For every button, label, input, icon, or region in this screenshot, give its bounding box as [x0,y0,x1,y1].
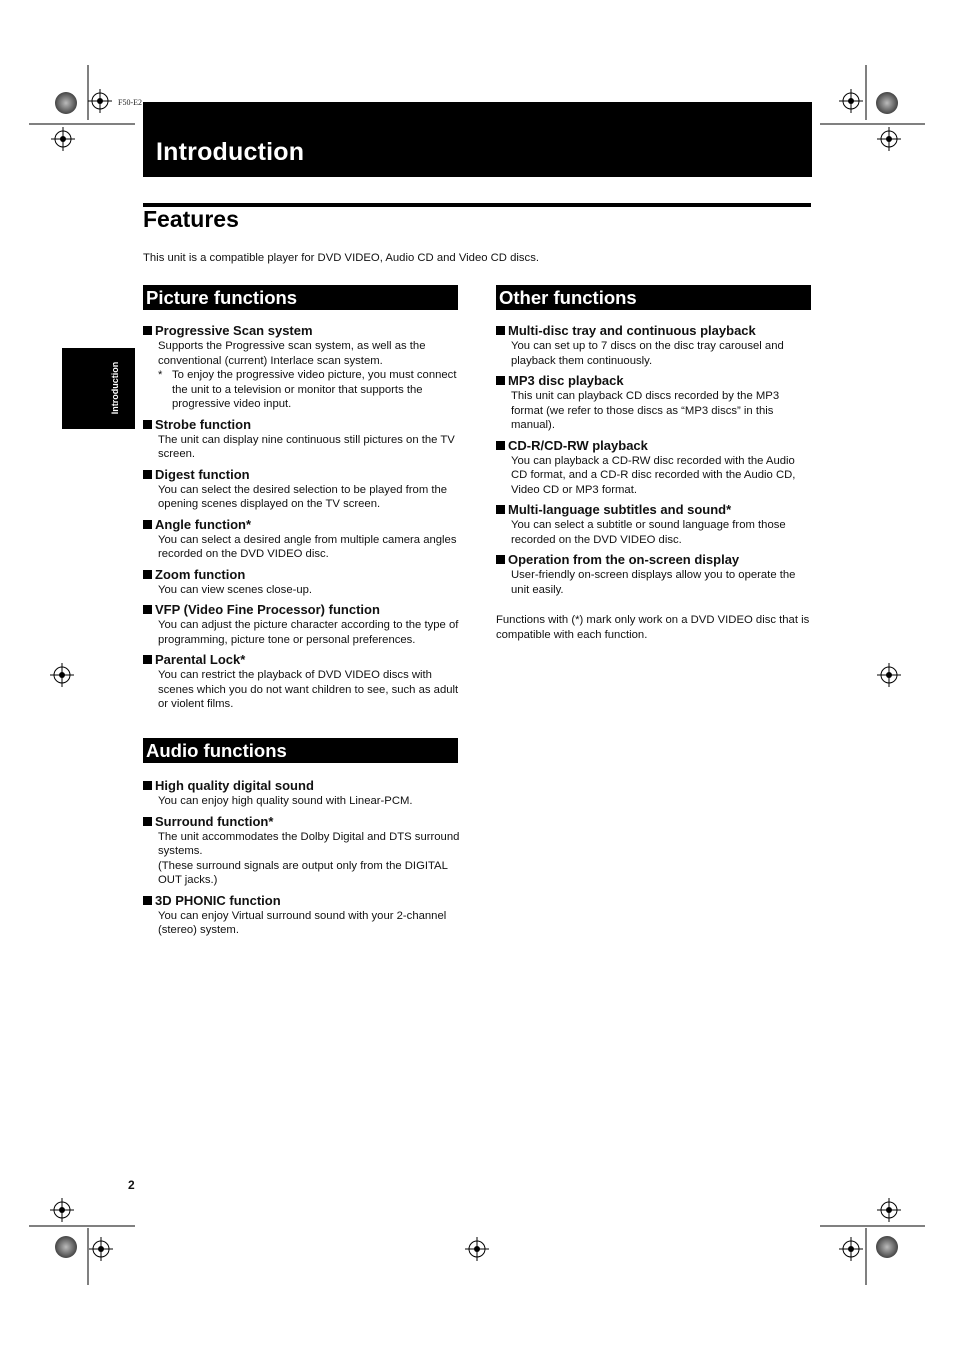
square-bullet-icon [143,655,152,664]
feature-description [143,830,461,888]
feature-item [143,567,461,598]
color-target-icon [55,1236,77,1258]
feature-description-text: You can select a desired angle from multiple camera angles recorded on the DVD VIDEO disc. [158,533,457,560]
feature-description-text: This unit can playback CD discs recorded by the MP3 format (we refer to those discs as “MP3 discs” in this manual). [511,390,780,431]
square-bullet-icon [496,505,505,514]
feature-item [496,373,814,433]
feature-description-text: You can adjust the picture character according to the type of programming, picture tone or personal preferences. [158,619,459,646]
footnote-mark: * [158,369,163,381]
registration-mark-icon [877,663,901,687]
feature-title-text: Parental Lock* [155,652,246,667]
feature-title [143,323,461,339]
footnote-text: To enjoy the progressive video picture, you must connect the unit to a television or monitor that supports the progressive video input. [172,369,457,410]
feature-description-text: User-friendly on-screen displays allow you to operate the unit easily. [511,569,796,596]
divider [143,203,811,207]
color-target-icon [55,92,77,114]
feature-title-text: Angle function* [155,516,252,532]
feature-item [143,417,461,462]
feature-title-text: Operation from the on-screen display [508,552,740,567]
square-bullet-icon [143,470,152,479]
feature-description [143,909,461,938]
side-tab-label: Introduction [110,361,120,415]
feature-title-text: Multi-disc tray and continuous playback [508,323,756,338]
square-bullet-icon [496,441,505,450]
feature-description-text: You can set up to 7 discs on the disc tray carousel and playback them continuously. [511,340,784,367]
feature-title-text: High quality digital sound [155,778,314,793]
side-tab [62,348,135,429]
feature-title-text: Strobe function [155,416,252,432]
feature-description [496,339,814,368]
feature-item [143,517,461,562]
feature-title-text: Digest function [155,466,250,482]
feature-description [143,583,461,598]
chapter-title: Introduction [156,138,305,166]
feature-description [143,433,461,462]
feature-description-text: You can restrict the playback of DVD VIDEO discs with scenes which you do not want children to see, such as adult or violent films. [158,669,459,710]
feature-item [143,652,461,712]
audio-functions-list [143,778,461,943]
square-bullet-icon [143,420,152,429]
feature-description [143,339,461,412]
feature-description-text: The unit can display nine continuous still pictures on the TV screen. [158,433,455,460]
registration-mark-icon [465,1237,489,1261]
feature-description [143,618,461,647]
feature-title-text: Zoom function [155,566,246,582]
feature-description [143,668,461,712]
feature-item [496,502,814,547]
feature-description [496,518,814,547]
feature-title [143,652,461,668]
registration-mark-icon [50,663,74,687]
feature-title [496,552,814,568]
feature-title [143,417,461,433]
feature-title [143,467,461,483]
feature-title [143,778,461,794]
feature-title-text: MP3 disc playback [508,373,624,388]
feature-description-text: Supports the Progressive scan system, as well as the conventional (current) Interlace scan system. [158,340,426,367]
feature-description-text: (These surround signals are output only from the DIGITAL OUT jacks.) [158,859,448,886]
square-bullet-icon [143,896,152,905]
feature-item [496,323,814,368]
registration-mark-icon [877,1198,901,1222]
registration-mark-icon [89,1237,113,1261]
feature-description [496,454,814,498]
other-functions-items [496,323,814,597]
feature-description-text: You can enjoy Virtual surround sound with your 2-channel (stereo) system. [158,909,447,936]
feature-description [143,794,461,809]
feature-item [143,778,461,809]
square-bullet-icon [496,326,505,335]
feature-item [143,814,461,888]
feature-title-text: Multi-language subtitles and sound* [508,502,732,517]
feature-item [496,552,814,597]
feature-title-text: Surround function* [155,813,274,829]
feature-description-text: You can playback a CD-RW disc recorded with the Audio CD format, and a CD-R disc recorded with the Audio CD, Video CD or MP3 format. [511,454,796,496]
feature-title [143,814,461,830]
square-bullet-icon [496,555,505,564]
feature-item [143,323,461,412]
feature-title-text: CD-R/CD-RW playback [508,437,648,453]
registration-mark-icon [839,1237,863,1261]
feature-title [143,602,461,618]
registration-mark-icon [51,127,75,151]
section-heading-picture: Picture functions [143,285,458,310]
feature-title-text: Progressive Scan system [155,323,313,338]
registration-mark-icon [88,89,112,113]
registration-mark-icon [839,89,863,113]
feature-title-text: VFP (Video Fine Processor) function [155,602,380,617]
feature-item [143,602,461,647]
square-bullet-icon [143,326,152,335]
section-heading-audio: Audio functions [143,738,458,763]
feature-description [496,389,814,433]
feature-item [143,893,461,938]
intro-paragraph: This unit is a compatible player for DVD VIDEO, Audio CD and Video CD discs. [143,252,539,264]
page-number: 2 [128,1178,135,1192]
square-bullet-icon [143,605,152,614]
feature-title [143,517,461,533]
feature-title [496,323,814,339]
other-functions-list [496,323,814,642]
feature-description-text: You can select the desired selection to be played from the opening scenes displayed on the TV screen. [158,483,448,510]
feature-title [496,502,814,518]
registration-mark-icon [877,127,901,151]
feature-description [143,483,461,512]
feature-title-text: 3D PHONIC function [155,892,281,908]
feature-description-text: You can view scenes close-up. [158,583,313,596]
square-bullet-icon [143,520,152,529]
square-bullet-icon [143,817,152,826]
footnote [158,368,461,412]
feature-description-text: You can select a subtitle or sound language from those recorded on the DVD VIDEO disc. [511,519,786,546]
feature-title [143,893,461,909]
chapter-header [143,102,812,177]
picture-functions-list [143,323,461,717]
feature-description [143,533,461,562]
feature-title [496,373,814,389]
feature-title [496,438,814,454]
registration-mark-icon [50,1198,74,1222]
feature-description-text: The unit accommodates the Dolby Digital and DTS surround systems. [158,830,460,857]
color-target-icon [876,92,898,114]
square-bullet-icon [143,781,152,790]
feature-description-text: You can enjoy high quality sound with Linear-PCM. [158,795,413,807]
square-bullet-icon [143,570,152,579]
functions-note: Functions with (*) mark only work on a DVD VIDEO disc that is compatible with each function. [496,614,810,641]
section-heading-other: Other functions [496,285,811,310]
feature-item [143,467,461,512]
feature-title [143,567,461,583]
color-target-icon [876,1236,898,1258]
page-title: Features [143,206,239,232]
feature-description [496,568,814,597]
square-bullet-icon [496,376,505,385]
job-code: F50-E2 [118,98,142,107]
feature-item [496,438,814,498]
